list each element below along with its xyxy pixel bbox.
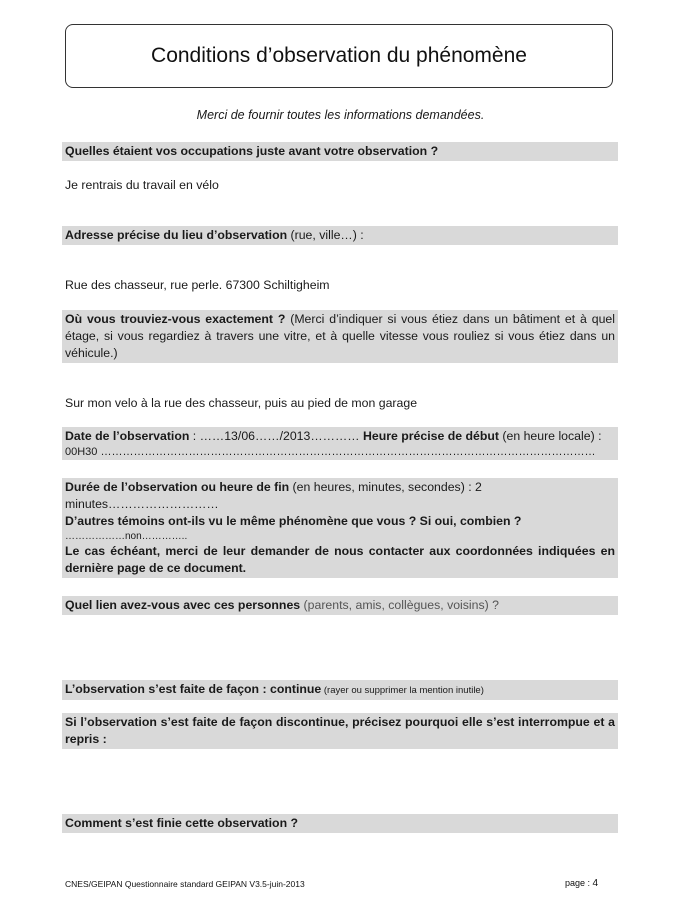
question-duration <box>62 478 618 514</box>
witnesses-note: Le cas échéant, merci de leur demander de nous contacter aux coordonnées indiquées en dernière page de ce document. <box>65 544 615 575</box>
start-time-hint: (en heure locale) : <box>498 429 602 443</box>
question-hint: (rue, ville…) : <box>287 228 364 242</box>
question-continuity <box>62 680 618 700</box>
page-label: page : <box>565 878 593 888</box>
page-title: Conditions d’observation du phénomène <box>65 24 613 88</box>
question-label: Adresse précise du lieu d’observation <box>65 228 288 242</box>
witnesses-answer[interactable]: ………………non………….. <box>65 531 188 542</box>
question-location <box>62 310 618 363</box>
question-occupations <box>62 142 618 161</box>
start-time-label: Heure précise de début <box>362 429 499 443</box>
question-label: Si l’observation s’est faite de façon discontinue, précisez pourquoi elle s’est interrompue et a repris : <box>65 715 615 746</box>
instructions-subtitle: Merci de fournir toutes les informations demandées. <box>196 108 485 122</box>
question-label: Quel lien avez-vous avec ces personnes <box>65 598 301 612</box>
question-address <box>62 226 618 245</box>
question-witnesses <box>62 512 618 578</box>
start-time-value[interactable]: 00H30 ……………………………………………………………………………………………………………………… <box>65 446 596 458</box>
question-relationship <box>62 596 618 615</box>
question-hint: (parents, amis, collègues, voisins) ? <box>300 598 500 612</box>
question-label: Quelles étaient vos occupations juste avant votre observation ? <box>65 144 439 158</box>
question-hint: (Merci d’indiquer si vous étiez dans un bâtiment et à quel étage, si vous regardiez à travers une vitre, et à quelle vitesse vous rouliez si vous étiez dans un véhicule.) <box>65 312 615 360</box>
question-label: L’observation s’est faite de façon : continue <box>65 682 322 696</box>
question-discontinuity <box>62 713 618 749</box>
answer-location[interactable]: Sur mon velo à la rue des chasseur, puis au pied de mon garage <box>65 396 418 410</box>
date-line <box>65 428 615 445</box>
date-label: Date de l’observation <box>65 429 190 443</box>
question-label: Où vous trouviez-vous exactement ? <box>65 312 286 326</box>
answer-occupations[interactable]: Je rentrais du travail en vélo <box>65 178 219 192</box>
page-number: 4 <box>592 878 599 889</box>
answer-address[interactable]: Rue des chasseur, rue perle. 67300 Schiltigheim <box>65 278 330 292</box>
question-hint: (rayer ou supprimer la mention inutile) <box>321 685 484 696</box>
footer-page <box>565 878 598 889</box>
date-value[interactable]: : ……13/06……/2013………… <box>189 429 363 443</box>
duration-value[interactable]: (en heures, minutes, secondes) : 2 minutes……………………… <box>65 480 482 511</box>
question-date-time <box>62 427 618 460</box>
question-label: Comment s’est finie cette observation ? <box>65 816 299 830</box>
footer-document-id: CNES/GEIPAN Questionnaire standard GEIPAN V3.5-juin-2013 <box>65 879 305 889</box>
question-ending <box>62 814 618 833</box>
question-label: D’autres témoins ont-ils vu le même phénomène que vous ? Si oui, combien ? <box>65 514 522 528</box>
question-label: Durée de l’observation ou heure de fin <box>65 480 290 494</box>
